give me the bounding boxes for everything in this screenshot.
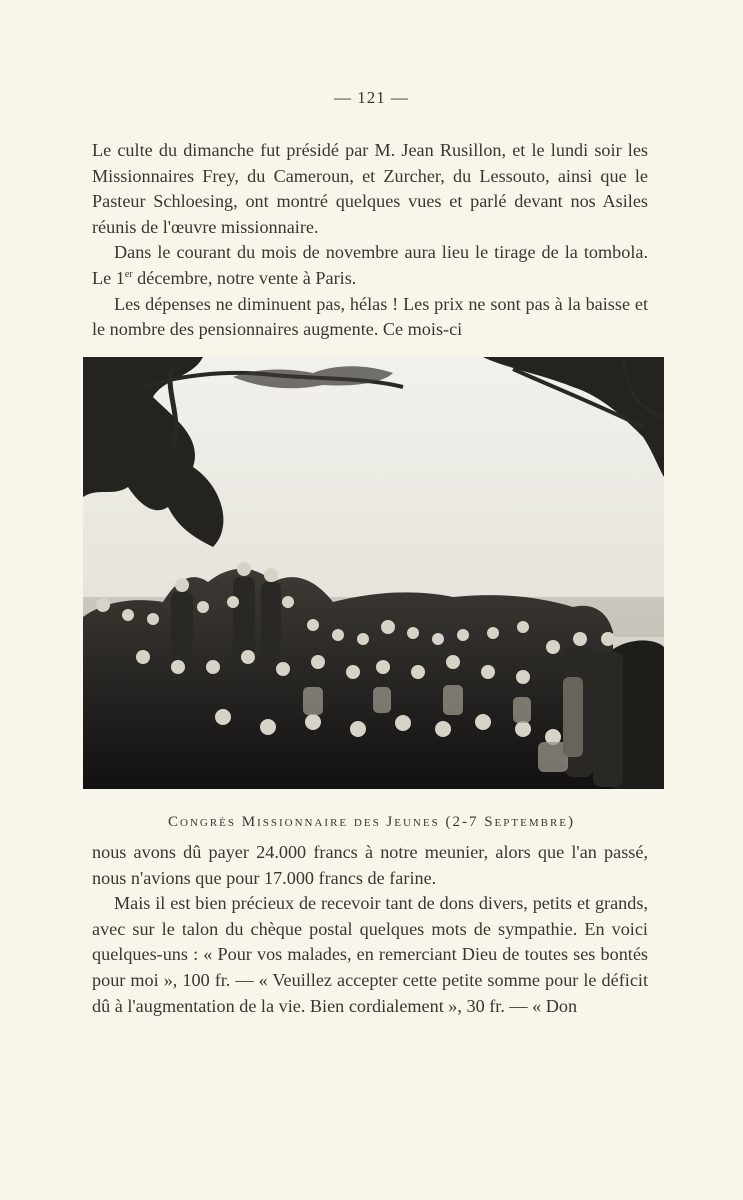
paragraph: Les dépenses ne diminuent pas, hélas ! Les prix ne sont pas à la baisse et le nombre des pensionnaires augmente. Ce mois-ci (92, 293, 648, 340)
paragraph-text: décembre, notre vente à Paris. (132, 267, 357, 288)
paragraph-text: Dans le courant du mois de novembre aura lieu le tirage de la tombola. Le 1 (92, 242, 648, 288)
page-number: — 121 — (334, 88, 409, 107)
group-photo-illustration (83, 357, 664, 789)
paragraph: Mais il est bien précieux de recevoir tant de dons divers, petits et grands, avec sur le talon du chèque postal quelques mots de sympathie. En voici quelques-uns : « Pour vos malades, en remerciant Dieu de toutes ses bontés pour moi », 100 fr. — « Veuillez accepter cette petite somme pour le déficit dû à l'augmentation de la vie. Bien cordialement », 30 fr. — « Don (92, 893, 648, 1016)
ordinal-superscript: er (124, 268, 133, 280)
text-block-top (92, 138, 648, 343)
paragraph: nous avons dû payer 24.000 francs à notre meunier, alors que l'an passé, nous n'avions que pour 17.000 francs de farine. (92, 842, 648, 888)
group-photo (83, 357, 664, 789)
paragraph (92, 240, 648, 291)
paragraph: Le culte du dimanche fut présidé par M. Jean Rusillon, et le lundi soir les Missionnaires Frey, du Cameroun, et Zurcher, du Lessouto, ainsi que le Pasteur Schloesing, ont montré quelques vues et parlé devant nos Asiles réunis de l'œuvre missionnaire. (92, 140, 648, 237)
text-block-bottom (92, 840, 648, 1019)
photo-caption: Congrès Missionnaire des Jeunes (2-7 Septembre) (168, 814, 575, 830)
